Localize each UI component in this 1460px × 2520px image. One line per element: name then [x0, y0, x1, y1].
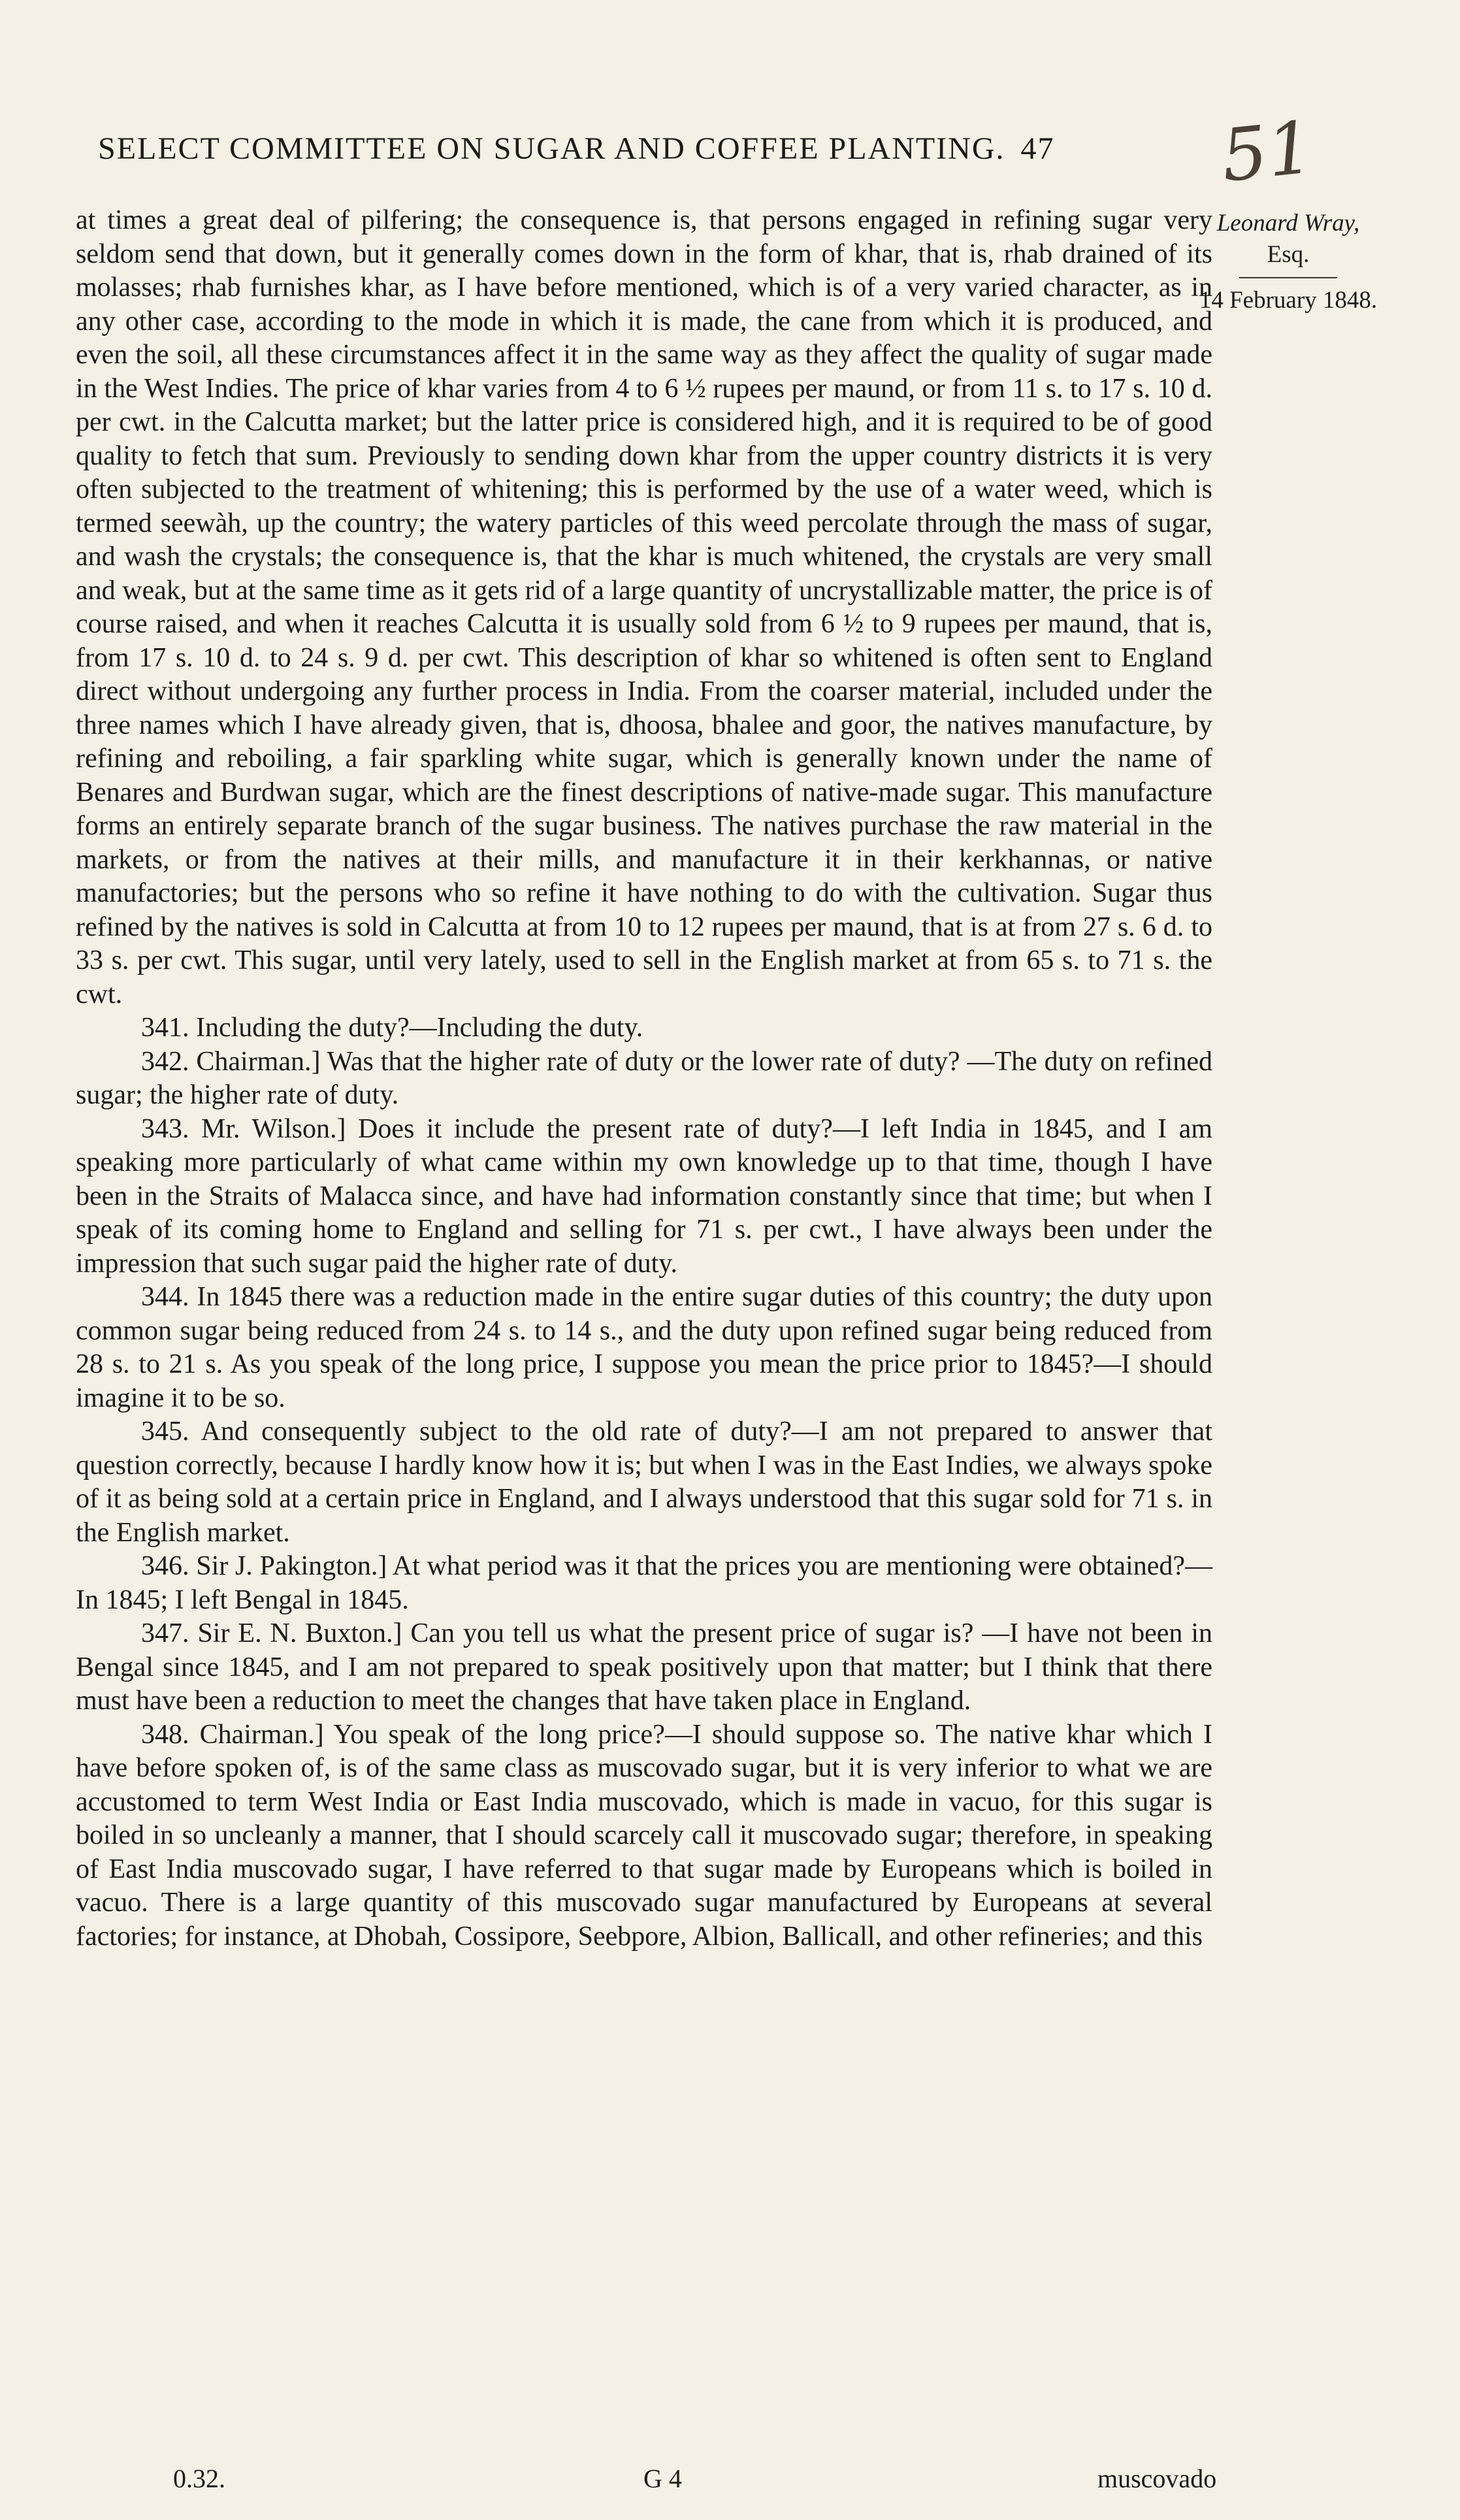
footer-catchword: muscovado — [1097, 2464, 1217, 2493]
footer-sessional-number: 0.32. — [173, 2464, 225, 2493]
body-text — [76, 204, 1212, 1954]
margin-note — [1184, 208, 1393, 316]
running-header — [98, 131, 1169, 167]
handwritten-folio-number: 51 — [1217, 105, 1318, 198]
paragraph-342: 342. Chairman.] Was that the higher rate of duty or the lower rate of duty? —The duty on refined sugar; the higher rate of duty. — [76, 1046, 1212, 1110]
witness-suffix: Esq. — [1267, 241, 1310, 268]
paragraph-343: 343. Mr. Wilson.] Does it include the present rate of duty?—I left India in 1845, and I am speaking more particularly of what came within my own knowledge up to that time, though I have been in the Straits of Malacca since, and have had information constantly since that time; but when I speak of its coming home to England and selling for 71 s. per cwt., I have always been under the impression that such sugar paid the higher rate of duty. — [76, 1113, 1212, 1279]
header-page-number: 47 — [1020, 131, 1055, 166]
paragraph-344: 344. In 1845 there was a reduction made in the entire sugar duties of this country; the duty upon common sugar being reduced from 24 s. to 14 s., and the duty upon refined sugar being reduced from 28 s. to 21 s. As you speak of the long price, I suppose you mean the price prior to 1845?—I should imagine it to be so. — [76, 1282, 1212, 1413]
margin-rule — [1239, 277, 1337, 278]
paragraph-continuation: at times a great deal of pilfering; the consequence is, that persons engaged in refining sugar very seldom send that down, but it generally comes down in the form of khar, that is, rhab drained of its molasses; rhab furnishes khar, as I have before mentioned, which is of a very varied character, as in any other case, according to the mode in which it is made, the cane from which it is produced, and even the soil, all these circumstances affect it in the same way as they affect the quality of sugar made in the West Indies. The price of khar varies from 4 to 6 ½ rupees per maund, or from 11 s. to 17 s. 10 d. per cwt. in the Calcutta market; but the latter price is considered high, and it is required to be of good quality to fetch that sum. Previously to sending down khar from the upper country districts it is very often subjected to the treatment of whitening; this is performed by the use of a water weed, which is termed seewàh, up the country; the watery particles of this weed percolate through the mass of sugar, and wash the crystals; the consequence is, that the khar is much whitened, the crystals are very small and weak, but at the same time as it gets rid of a large quantity of uncrystallizable matter, the price is of course raised, and when it reaches Calcutta it is usually sold from 6 ½ to 9 rupees per maund, that is, from 17 s. 10 d. to 24 s. 9 d. per cwt. This description of khar so whitened is often sent to England direct without undergoing any further process in India. From the coarser material, included under the three names which I have already given, that is, dhoosa, bhalee and goor, the natives manufacture, by refining and reboiling, a fair sparkling white sugar, which is generally known under the name of Benares and Burdwan sugar, which are the finest descriptions of native-made sugar. This manufacture forms an entirely separate branch of the sugar business. The natives purchase the raw material in the markets, or from the natives at their mills, and manufacture it in their kerkhannas, or native manufactories; but the persons who so refine it have nothing to do with the cultivation. Sugar thus refined by the natives is sold in Calcutta at from 10 to 12 rupees per maund, that is at from 27 s. 6 d. to 33 s. per cwt. This sugar, until very lately, used to sell in the English market at from 65 s. to 71 s. the cwt. — [76, 205, 1212, 1009]
paragraph-346: 346. Sir J. Pakington.] At what period was it that the prices you are mentioning were obtained?—In 1845; I left Bengal in 1845. — [76, 1551, 1212, 1615]
footer-signature-mark: G 4 — [643, 2464, 682, 2493]
paragraph-345: 345. And consequently subject to the old rate of duty?—I am not prepared to answer that question correctly, because I hardly know how it is; but when I was in the East Indies, we always spoke of it as being sold at a certain price in England, and I always understood that this sugar sold for 71 s. in the English market. — [76, 1416, 1212, 1548]
header-title: SELECT COMMITTEE ON SUGAR AND COFFEE PLANTING. — [98, 131, 1005, 166]
paragraph-348: 348. Chairman.] You speak of the long price?—I should suppose so. The native khar which I have before spoken of, is of the same class as muscovado sugar, but it is very inferior to what we are accustomed to term West India or East India muscovado, which is made in vacuo, for this sugar is boiled in so uncleanly a manner, that I should scarcely call it muscovado sugar; therefore, in speaking of East India muscovado sugar, I have referred to that sugar made by Europeans which is boiled in vacuo. There is a large quantity of this muscovado sugar manufactured by Europeans at several factories; for instance, at Dhobah, Cossipore, Seebpore, Albion, Ballicall, and other refineries; and this — [76, 1719, 1212, 1952]
paragraph-341: 341. Including the duty?—Including the duty. — [141, 1013, 643, 1043]
witness-name: Leonard Wray, — [1216, 210, 1360, 237]
paragraph-347: 347. Sir E. N. Buxton.] Can you tell us what the present price of sugar is? —I have not been in Bengal since 1845, and I am not prepared to speak positively upon that matter; but I think that there must have been a reduction to meet the changes that have taken place in England. — [76, 1618, 1212, 1716]
testimony-date: 14 February 1848. — [1199, 287, 1378, 314]
